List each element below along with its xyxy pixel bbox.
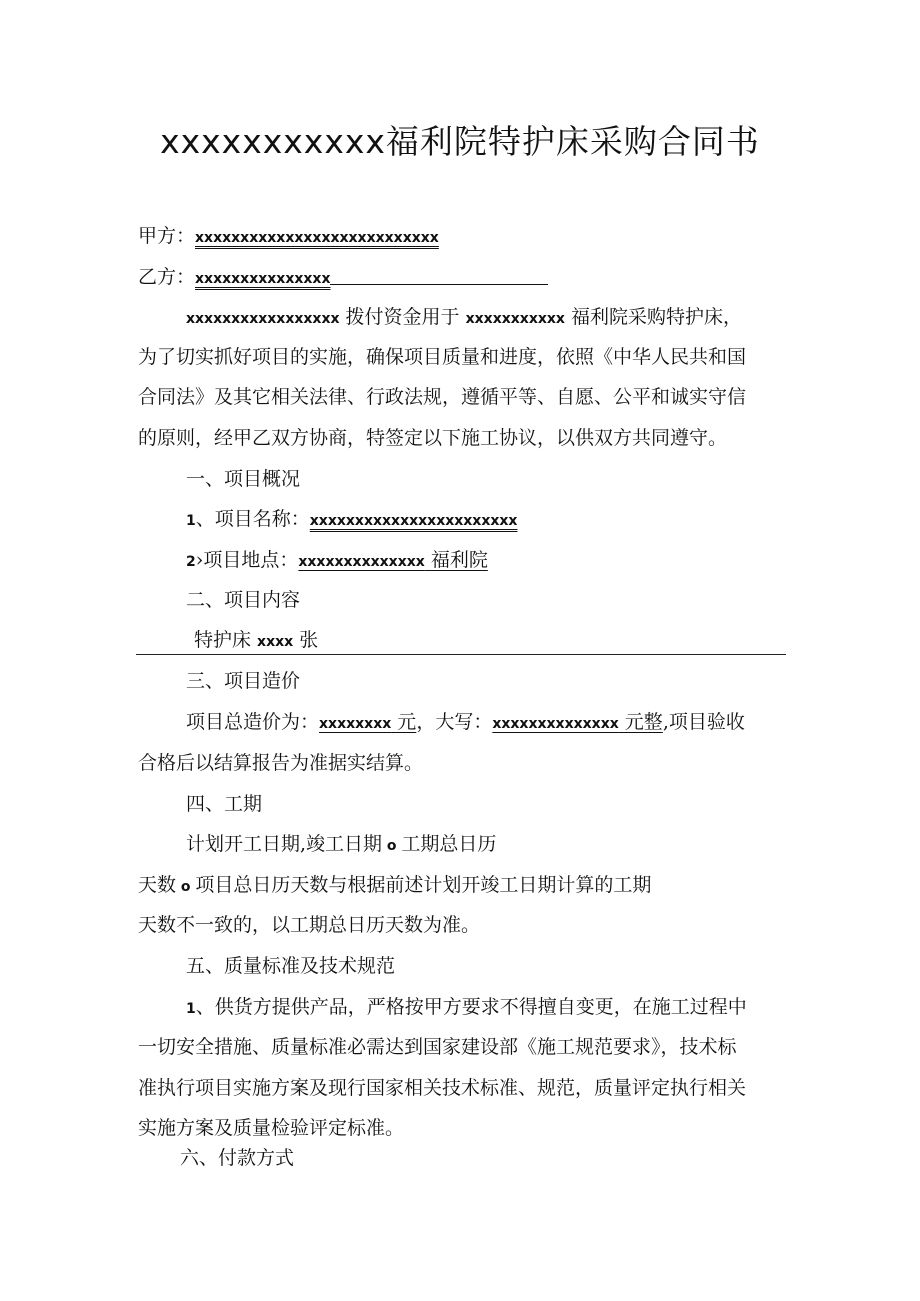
price-value xyxy=(319,711,416,733)
quality-text-1: 、供货方提供产品，严格按甲方要求不得擅自变更，在施工过程中 xyxy=(195,996,747,1018)
schedule-text-3: 天数 xyxy=(138,874,177,896)
intro-line-1 xyxy=(186,305,846,331)
item-2-value xyxy=(298,549,487,571)
intro-line-2: 为了切实抓好项目的实施，确保项目质量和进度，依照《中华人民共和国 xyxy=(138,346,747,368)
item-2-value-text: 福利院 xyxy=(424,549,488,571)
section-4-line-2 xyxy=(138,873,798,899)
document-title: xxxxxxxxxxx福利院特护床采购合同书 xyxy=(160,122,760,161)
section-3-line-2: 合格后以结算报告为准据实结算。 xyxy=(138,752,424,774)
party-a-label: 甲方： xyxy=(138,225,196,247)
section-2-content xyxy=(194,628,854,654)
party-b-label: 乙方： xyxy=(138,266,196,288)
content-text-2: 张 xyxy=(293,629,319,651)
section-3-heading: 三、项目造价 xyxy=(186,670,301,692)
section-1-item-2 xyxy=(186,548,846,574)
section-5-line-4: 实施方案及质量检验评定标准。 xyxy=(138,1117,405,1139)
section-1-item-1 xyxy=(186,507,846,533)
section-6-heading: 六、付款方式 xyxy=(180,1147,295,1169)
item-2-value-placeholder: xxxxxxxxxxxxxx xyxy=(298,554,425,570)
section-5-heading: 五、质量标准及技术规范 xyxy=(186,955,396,977)
intro-placeholder-2: xxxxxxxxxxx xyxy=(465,311,565,327)
section-5-line-2: 一切安全措施、质量标准必需达到国家建设部《施工规范要求》，技术标 xyxy=(138,1036,737,1058)
horizontal-rule xyxy=(136,654,786,655)
schedule-mark-2: o xyxy=(176,879,196,895)
price-capital-label: ，大写： xyxy=(416,711,493,733)
content-quantity: xxxx xyxy=(257,634,294,650)
intro-line-3: 合同法》及其它相关法律、行政法规，遵循平等、自愿、公平和诚实守信 xyxy=(138,386,747,408)
party-b-value: xxxxxxxxxxxxxxx xyxy=(195,271,331,287)
intro-line-4: 的原则，经甲乙双方协商，特签定以下施工协议，以供双方共同遵守。 xyxy=(138,427,728,449)
section-5-line-1 xyxy=(186,995,846,1021)
price-capital-unit: 元整 xyxy=(618,711,663,733)
price-capital-amount: xxxxxxxxxxxxxx xyxy=(492,716,619,732)
party-a-value: xxxxxxxxxxxxxxxxxxxxxxxxxxx xyxy=(195,230,439,246)
section-5-line-3: 准执行项目实施方案及现行国家相关技术标准、规范，质量评定执行相关 xyxy=(138,1077,747,1099)
intro-text-2: 福利院采购特护床， xyxy=(564,306,742,328)
content-text-1: 特护床 xyxy=(194,629,258,651)
section-2-heading: 二、项目内容 xyxy=(186,589,301,611)
intro-text-1: 拨付资金用于 xyxy=(339,306,466,328)
party-a-line xyxy=(138,224,798,250)
item-1-label: 、项目名称： xyxy=(195,508,310,530)
schedule-text-1: 计划开工日期,竣工日期 xyxy=(186,833,383,855)
price-text-tail: ,项目验收 xyxy=(662,711,745,733)
item-2-label: ›项目地点： xyxy=(195,549,299,571)
price-amount: xxxxxxxx xyxy=(319,716,392,732)
item-1-value: xxxxxxxxxxxxxxxxxxxxxxx xyxy=(309,513,518,529)
intro-placeholder-1: xxxxxxxxxxxxxxxxx xyxy=(186,311,340,327)
item-1-number: 1 xyxy=(186,513,196,529)
section-4-line-3: 天数不一致的，以工期总日历天数为准。 xyxy=(138,914,481,936)
section-4-line-1 xyxy=(186,832,846,858)
party-b-line xyxy=(138,265,798,291)
schedule-text-4: 项目总日历天数与根据前述计划开竣工日期计算的工期 xyxy=(195,874,652,896)
section-1-heading: 一、项目概况 xyxy=(186,468,301,490)
price-unit: 元 xyxy=(391,711,417,733)
section-4-heading: 四、工期 xyxy=(186,793,263,815)
item-2-number: 2 xyxy=(186,554,196,570)
quality-item-number: 1 xyxy=(186,1001,196,1017)
party-b-blank xyxy=(330,266,548,285)
price-label: 项目总造价为： xyxy=(186,711,320,733)
price-capital-value xyxy=(492,711,662,733)
schedule-mark-1: o xyxy=(382,838,402,854)
schedule-text-2: 工期总日历 xyxy=(401,833,497,855)
section-3-line-1 xyxy=(186,710,846,736)
